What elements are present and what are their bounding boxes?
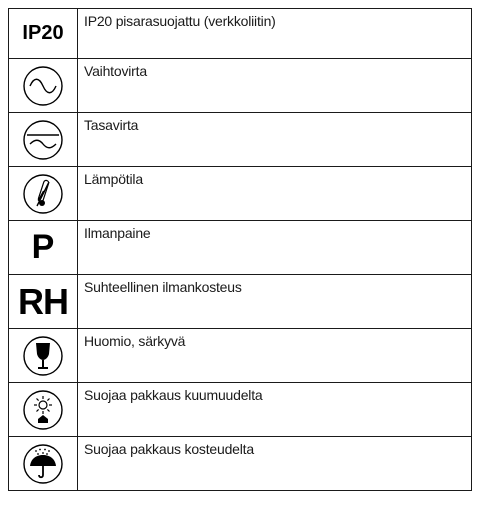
table-row [9, 113, 472, 167]
table-row [9, 275, 472, 329]
row-label: Tasavirta [84, 117, 139, 133]
table-row [9, 221, 472, 275]
row-label: Vaihtovirta [84, 63, 147, 79]
table-row [9, 383, 472, 437]
table-row [9, 9, 472, 59]
symbol-cell [9, 329, 78, 383]
ip20-symbol: IP20 [22, 22, 64, 44]
row-label: Huomio, särkyvä [84, 333, 186, 349]
row-label: Ilmanpaine [84, 225, 151, 241]
symbol-cell [9, 383, 78, 437]
description-cell [78, 383, 472, 437]
description-cell [78, 167, 472, 221]
symbol-cell [9, 167, 78, 221]
table-row [9, 437, 472, 491]
row-label: IP20 pisarasuojattu (verkkoliitin) [84, 13, 276, 29]
keep-dry-umbrella-icon [21, 442, 65, 486]
row-label: Suhteellinen ilmankosteus [84, 279, 242, 295]
symbol-cell [9, 437, 78, 491]
row-label: Lämpötila [84, 171, 143, 187]
table-row [9, 59, 472, 113]
description-cell [78, 59, 472, 113]
row-label: Suojaa pakkaus kuumuudelta [84, 387, 263, 403]
symbol-cell [9, 9, 78, 59]
description-cell [78, 113, 472, 167]
alternating-current-icon [21, 64, 65, 108]
description-cell [78, 275, 472, 329]
pressure-symbol: P [31, 228, 55, 266]
description-cell [78, 437, 472, 491]
description-cell [78, 221, 472, 275]
description-cell [78, 9, 472, 59]
fragile-glass-icon [21, 334, 65, 378]
table-row [9, 167, 472, 221]
symbol-cell [9, 59, 78, 113]
symbol-cell [9, 113, 78, 167]
thermometer-icon [21, 172, 65, 216]
description-cell [78, 329, 472, 383]
symbol-cell [9, 275, 78, 329]
keep-away-from-heat-icon [21, 388, 65, 432]
symbol-cell [9, 221, 78, 275]
humidity-symbol: RH [18, 280, 68, 322]
direct-current-icon [21, 118, 65, 162]
table-row [9, 329, 472, 383]
symbol-table [8, 8, 472, 491]
row-label: Suojaa pakkaus kosteudelta [84, 441, 254, 457]
